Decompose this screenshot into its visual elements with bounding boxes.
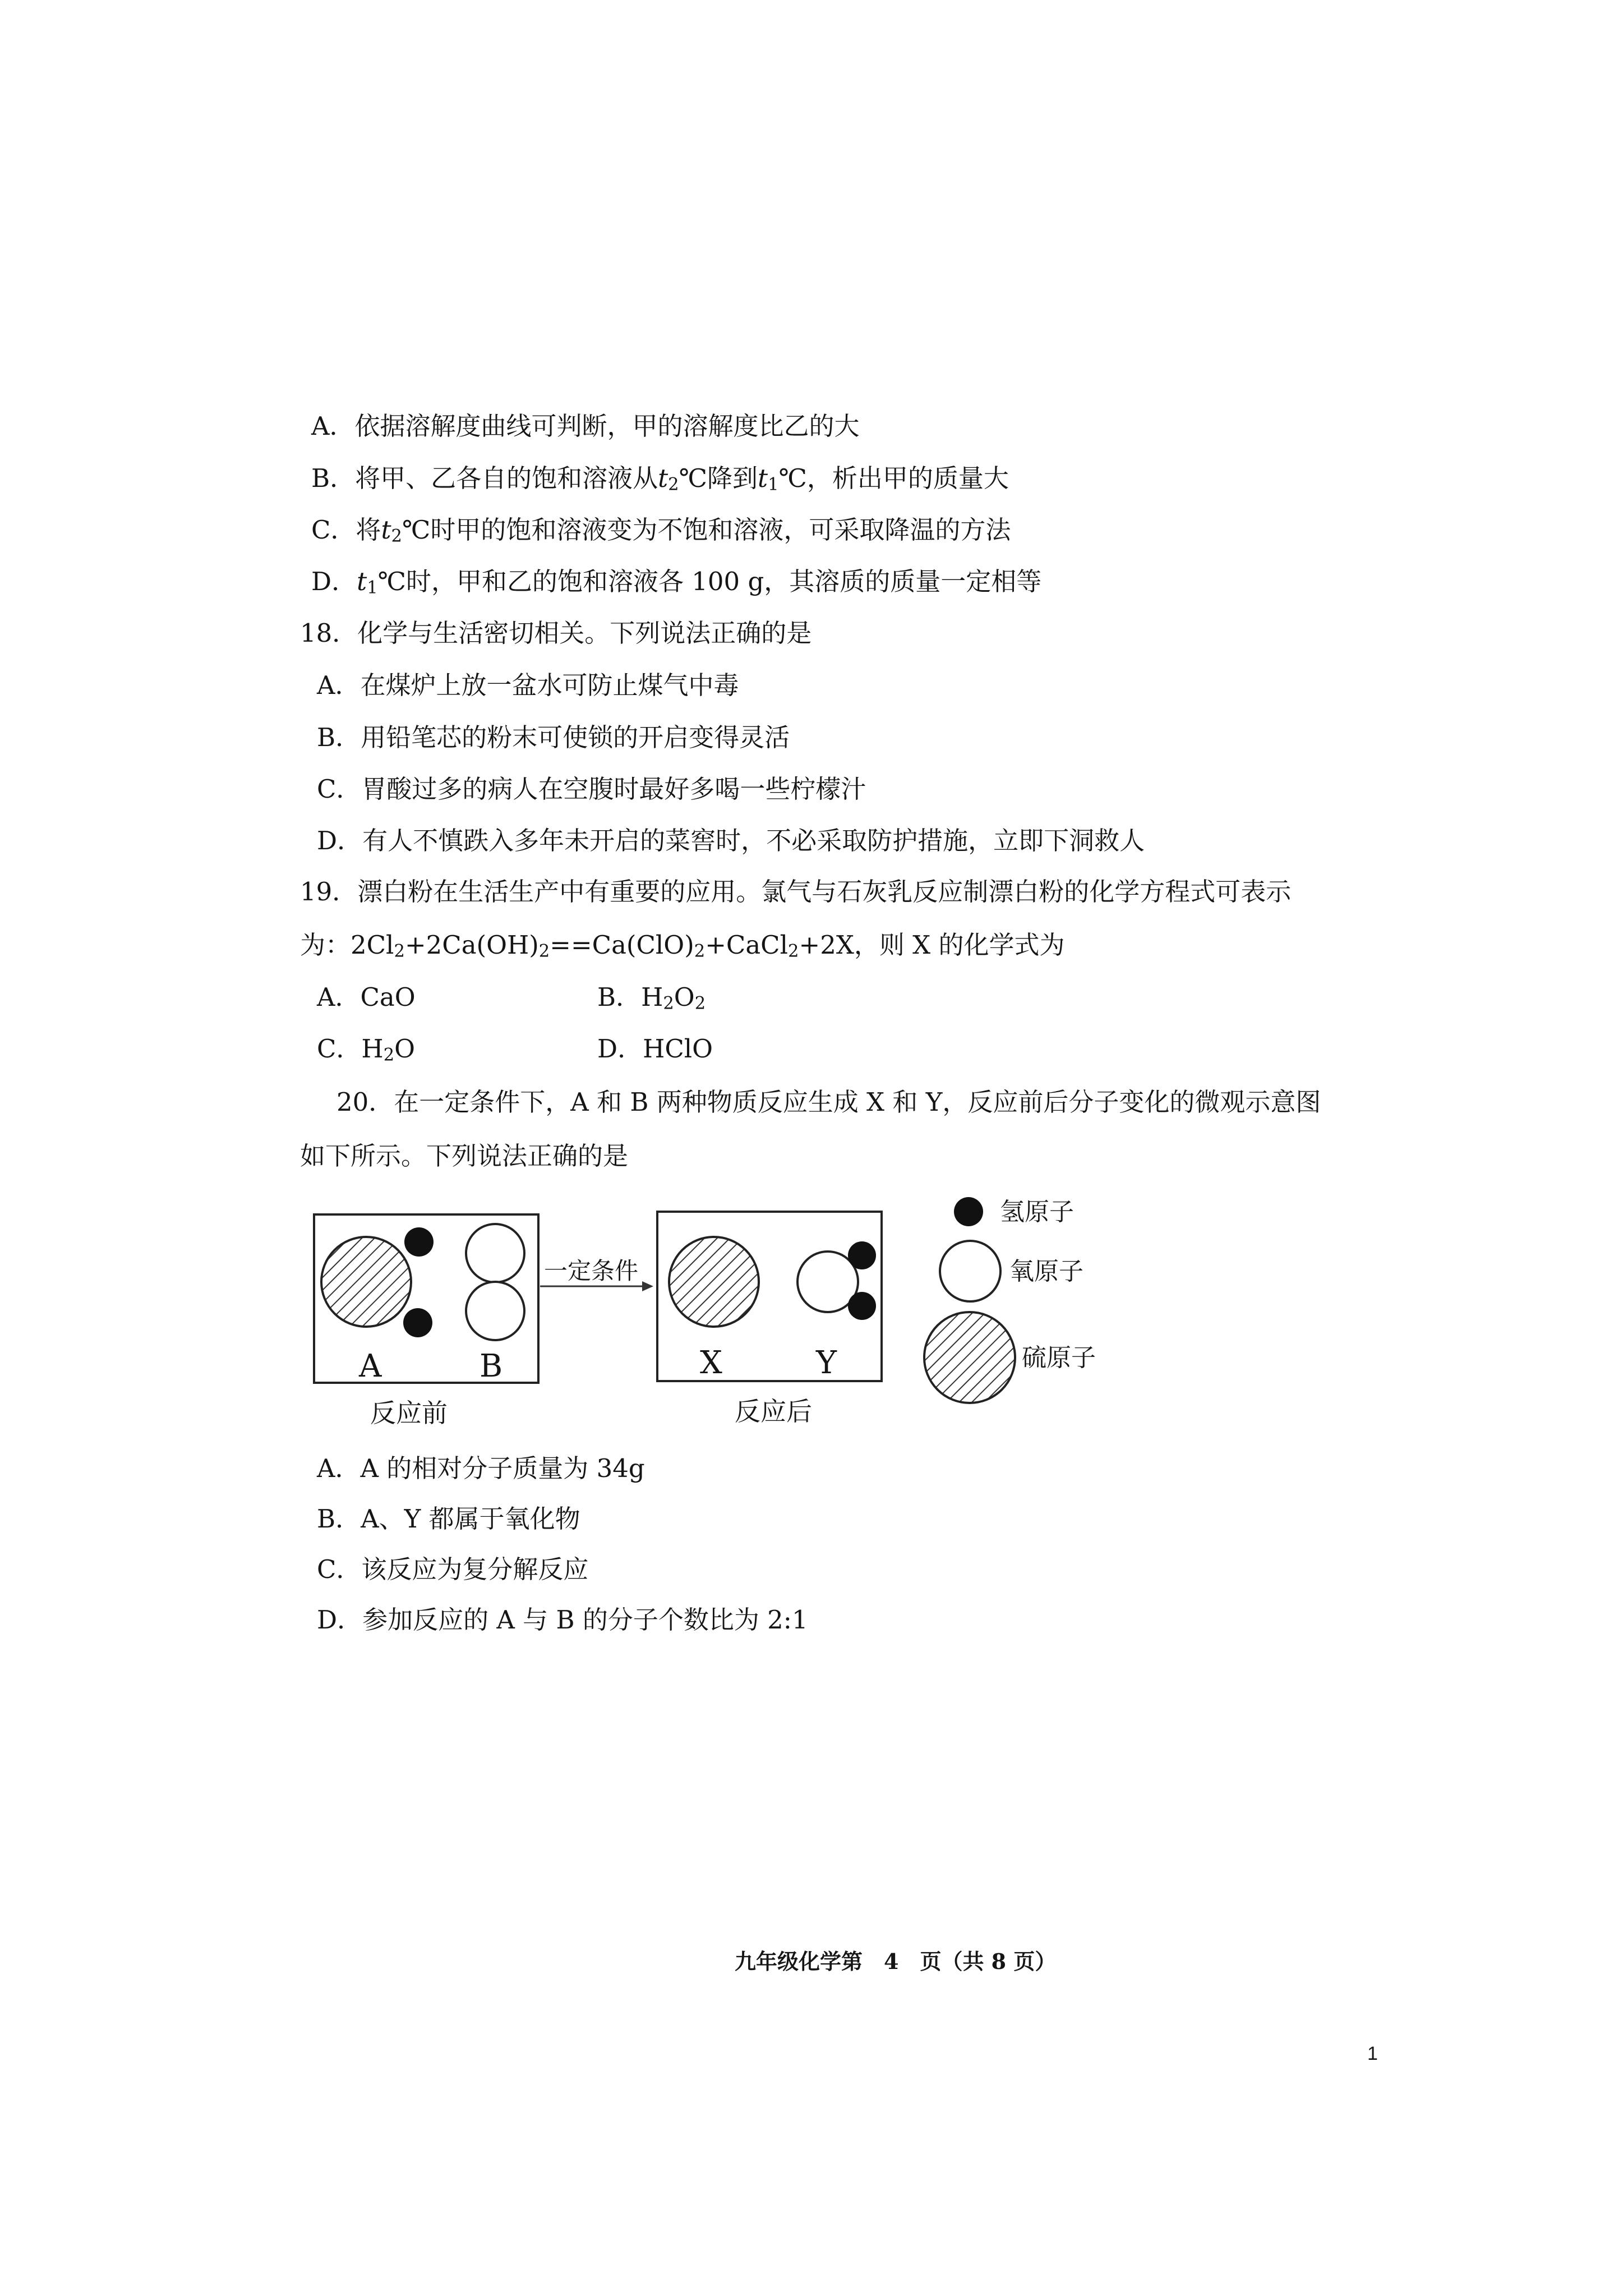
q20-option-c: C．该反应为复分解反应 [317, 1554, 589, 1584]
label-condition: 一定条件 [544, 1257, 639, 1285]
q18-option-d: D．有人不慎跌入多年未开启的菜窖时，不必采取防护措施，立即下洞救人 [317, 826, 1145, 855]
molecule-x-sulfur-atom [669, 1237, 759, 1327]
label-a: A [359, 1348, 382, 1384]
label-x: X [700, 1345, 722, 1381]
molecule-b-oxygen-atom [466, 1282, 524, 1340]
label-b: B [479, 1348, 503, 1384]
q17-option-c: C．将t2℃时甲的饱和溶液变为不饱和溶液，可采取降温的方法 [311, 515, 1011, 546]
label-after: 反应后 [735, 1396, 812, 1427]
q20-stem: 20．在一定条件下，A 和 B 两种物质反应生成 X 和 Y，反应前后分子变化的微观示意图 [336, 1087, 1321, 1117]
q20-option-b: B．A、Y 都属于氧化物 [317, 1504, 580, 1534]
molecule-y-hydrogen-atom [848, 1241, 876, 1269]
q19-option-b: B．H2O2 [597, 982, 706, 1014]
q19-option-a: A．CaO [317, 982, 416, 1012]
q17-option-d: D．t1℃时，甲和乙的饱和溶液各 100 g，其溶质的质量一定相等 [311, 567, 1042, 598]
q17-option-b: B．将甲、乙各自的饱和溶液从t2℃降到t1℃，析出甲的质量大 [311, 463, 1009, 495]
molecule-b-oxygen-atom [466, 1224, 524, 1282]
q19-equation: 为：2Cl2+2Ca(OH)2==Ca(ClO)2+CaCl2+2X，则 X 的化学式为 [300, 930, 1065, 961]
page-footer: 九年级化学第 4 页（共 8 页） [735, 1949, 1057, 1974]
label-y: Y [816, 1345, 837, 1381]
molecule-y-hydrogen-atom [848, 1292, 876, 1320]
q18-option-a: A．在煤炉上放一盆水可防止煤气中毒 [317, 670, 739, 700]
q18-stem: 18．化学与生活密切相关。下列说法正确的是 [300, 618, 812, 648]
reaction-diagram [303, 1195, 1144, 1442]
q18-option-c: C．胃酸过多的病人在空腹时最好多喝一些柠檬汁 [317, 774, 866, 804]
molecule-a-sulfur-atom [321, 1237, 411, 1327]
legend-oxygen-icon [940, 1241, 1000, 1301]
legend-oxygen-label: 氧原子 [1009, 1257, 1083, 1286]
q19-stem: 19．漂白粉在生活生产中有重要的应用。氯气与石灰乳反应制漂白粉的化学方程式可表示 [300, 877, 1292, 907]
q20-option-a: A．A 的相对分子质量为 34g [317, 1453, 645, 1483]
label-before: 反应前 [370, 1398, 448, 1428]
q19-option-d: D．HClO [597, 1034, 713, 1064]
q20-stem-cont: 如下所示。下列说法正确的是 [300, 1141, 629, 1171]
molecule-a-hydrogen-atom [403, 1308, 432, 1337]
legend-sulfur-label: 硫原子 [1022, 1343, 1096, 1372]
q18-option-b: B．用铅笔芯的粉末可使锁的开启变得灵活 [317, 723, 790, 752]
legend-sulfur-icon [924, 1312, 1015, 1403]
q19-option-c: C．H2O [317, 1034, 416, 1065]
q20-option-d: D．参加反应的 A 与 B 的分子个数比为 2:1 [317, 1605, 808, 1635]
legend-hydrogen-label: 氢原子 [1000, 1198, 1074, 1226]
legend-hydrogen-icon [954, 1197, 983, 1226]
molecule-a-hydrogen-atom [404, 1227, 434, 1257]
page-number: 1 [1367, 2043, 1378, 2064]
arrow-head [642, 1281, 653, 1291]
q17-option-a: A．依据溶解度曲线可判断，甲的溶解度比乙的大 [311, 411, 860, 441]
